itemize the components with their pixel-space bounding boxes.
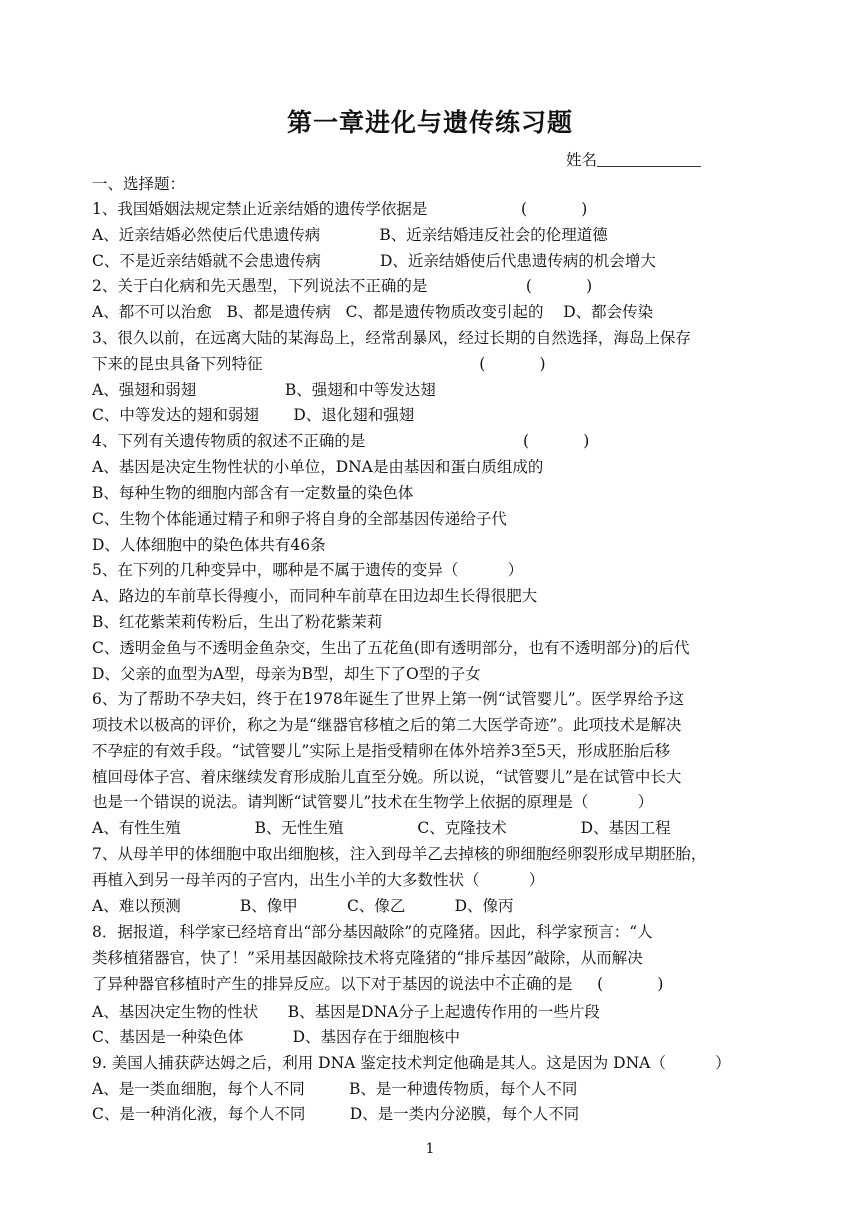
emphasis-char-1: 不 bbox=[495, 975, 511, 993]
question-4-option-a: A、基因是决定生物性状的小单位，DNA是由基因和蛋白质组成的 bbox=[92, 458, 544, 476]
question-6-line-1: 6、为了帮助不孕夫妇，终于在1978年诞生了世界上第一例“试管婴儿”。医学界给予这 bbox=[92, 690, 685, 708]
question-7-options: A、难以预测 B、像甲 C、像乙 D、像丙 bbox=[92, 897, 514, 915]
question-9-options-ab: A、是一类血细胞，每个人不同 B、是一种遗传物质，每个人不同 bbox=[92, 1080, 578, 1098]
question-8-line-3 bbox=[92, 974, 663, 994]
question-6-line-5: 也是一个错误的说法。请判断“试管婴儿”技术在生物学上依据的原理是（ ） bbox=[92, 793, 654, 811]
question-8-options-cd: C、基因是一种染色体 D、基因存在于细胞核中 bbox=[92, 1028, 461, 1046]
question-5-option-b: B、红花紫茉莉传粉后，生出了粉花紫茉莉 bbox=[92, 613, 383, 631]
question-8-line-2: 类移植猪器官，快了！”采用基因敲除技术将克隆猪的“排斥基因”敲除，从而解决 bbox=[92, 949, 643, 967]
question-1-options-cd: C、不是近亲结婚就不会患遗传病 D、近亲结婚使后代患遗传病的机会增大 bbox=[92, 252, 656, 270]
question-3-line-1: 3、很久以前，在远离大陆的某海岛上，经常刮暴风，经过长期的自然选择，海岛上保存 bbox=[92, 329, 691, 347]
question-6-line-4: 植回母体子宫、着床继续发育形成胎儿直至分娩。所以说，“试管婴儿”是在试管中长大 bbox=[92, 768, 682, 786]
page-title: 第一章进化与遗传练习题 bbox=[286, 108, 573, 137]
page-number: 1 bbox=[425, 1141, 435, 1157]
question-7-line-1: 7、从母羊甲的体细胞中取出细胞核，注入到母羊乙去掉核的卵细胞经卵裂形成早期胚胎， bbox=[92, 845, 707, 863]
question-4-option-d: D、人体细胞中的染色体共有46条 bbox=[92, 536, 326, 554]
question-3-options-cd: C、中等发达的翅和弱翅 D、退化翅和强翅 bbox=[92, 406, 415, 424]
emphasis-char-2: 正 bbox=[510, 975, 527, 993]
section-heading: 一、选择题： bbox=[92, 175, 186, 193]
question-2: 2、关于白化病和先天愚型，下列说法不正确的是 ( ) bbox=[92, 277, 593, 295]
question-6-options: A、有性生殖 B、无性生殖 C、克隆技术 D、基因工程 bbox=[92, 819, 671, 837]
name-blank bbox=[597, 152, 701, 167]
question-8-line-3-text: 了异种器官移植时产生的排异反应。以下对于基因的说法中 bbox=[92, 975, 496, 993]
question-9-options-cd: C、是一种消化液，每个人不同 D、是一类内分泌膜，每个人不同 bbox=[92, 1105, 580, 1123]
question-6-line-3: 不孕症的有效手段。“试管婴儿”实际上是指受精卵在体外培养3至5天，形成胚胎后移 bbox=[92, 742, 671, 760]
question-3-options-ab: A、强翅和弱翅 B、强翅和中等发达翅 bbox=[92, 381, 436, 399]
question-9: 9. 美国人捕获萨达姆之后，利用 DNA 鉴定技术判定他确是其人。这是因为 DNA（ ） bbox=[92, 1054, 731, 1072]
question-8-line-1: 8．据报道，科学家已经培育出“部分基因敲除”的克隆猪。因此，科学家预言：“人 bbox=[92, 923, 653, 941]
question-1: 1、我国婚姻法规定禁止近亲结婚的遗传学依据是 ( ) bbox=[92, 200, 588, 218]
question-5-option-d: D、父亲的血型为A型，母亲为B型，却生下了O型的子女 bbox=[92, 665, 481, 683]
question-8-options-ab: A、基因决定生物的性状 B、基因是DNA分子上起遗传作用的一些片段 bbox=[92, 1003, 600, 1021]
question-7-line-2: 再植入到另一母羊丙的子宫内，出生小羊的大多数性状（ ） bbox=[92, 871, 545, 889]
name-field bbox=[566, 148, 701, 170]
question-1-options-ab: A、近亲结婚必然使后代患遗传病 B、近亲结婚违反社会的伦理道德 bbox=[92, 226, 608, 244]
question-4-option-c: C、生物个体能通过精子和卵子将自身的全部基因传递给子代 bbox=[92, 510, 507, 528]
question-5-option-c: C、透明金鱼与不透明金鱼杂交，生出了五花鱼(即有透明部分，也有不透明部分)的后代 bbox=[92, 639, 690, 657]
question-5: 5、在下列的几种变异中，哪种是不属于遗传的变异（ ） bbox=[92, 561, 524, 579]
question-4-option-b: B、每种生物的细胞内部含有一定数量的染色体 bbox=[92, 484, 414, 502]
question-5-option-a: A、路边的车前草长得瘦小，而同种车前草在田边却生长得很肥大 bbox=[92, 587, 538, 605]
name-label: 姓名 bbox=[566, 151, 598, 169]
question-6-line-2: 项技术以极高的评价，称之为是“继器官移植之后的第二大医学奇迹”。此项技术是解决 bbox=[92, 716, 682, 734]
question-2-options: A、都不可以治愈 B、都是遗传病 C、都是遗传物质改变引起的 D、都会传染 bbox=[92, 303, 654, 321]
question-4: 4、下列有关遗传物质的叙述不正确的是 ( ) bbox=[92, 432, 590, 450]
question-8-line-3-end: 确的是 ( ) bbox=[526, 975, 664, 993]
question-3-line-2: 下来的昆虫具备下列特征 ( ) bbox=[92, 355, 546, 373]
